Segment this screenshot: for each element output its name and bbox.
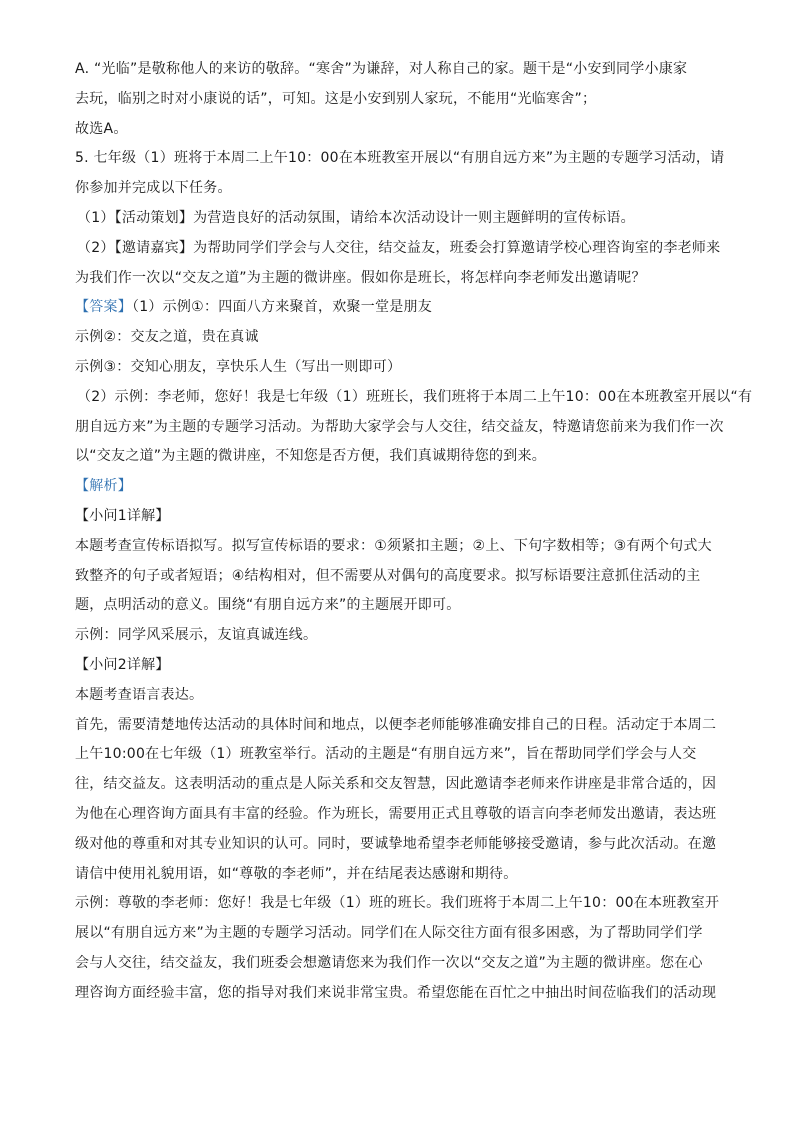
text-line: 以“交友之道”为主题的微讲座，不知您是否方便，我们真诚期待您的到来。 (75, 448, 547, 465)
text-line: 致整齐的句子或者短语；④结构相对，但不需要从对偶句的高度要求。拟写标语要注意抓住活动的主 (75, 567, 701, 584)
text-line: 故选A。 (75, 120, 128, 137)
text-line: 请信中使用礼貌用语，如“尊敬的李老师”，并在结尾表达感谢和期待。 (75, 865, 518, 882)
text-line: 示例：尊敬的李老师：您好！我是七年级（1）班的班长。我们班将于本周二上午10：00在本班教室开 (75, 895, 720, 912)
text-line: 示例③：交知心朋友，享快乐人生（写出一则即可） (75, 358, 402, 375)
text-line: 展以“有朋自远方来”为主题的专题学习活动。同学们在人际交往方面有很多困惑，为了帮助同学们学 (75, 925, 703, 942)
text-line: 级对他的尊重和对其专业知识的认可。同时，要诚挚地希望李老师能够接受邀请，参与此次活动。在邀 (75, 835, 717, 852)
text-line: 理咨询方面经验丰富，您的指导对我们来说非常宝贵。希望您能在百忙之中抽出时间莅临我们的活动现 (75, 984, 717, 1001)
text-line: 示例：同学风采展示，友谊真诚连线。 (75, 627, 318, 644)
analysis-line (75, 476, 725, 496)
answer-text: （1）示例①：四面八方来聚首，欢聚一堂是朋友 (132, 299, 432, 316)
question-stem: 5. 七年级（1）班将于本周二上午10：00在本班教室开展以“有朋自远方来”为主题的专题学习活动，请 (75, 150, 725, 167)
answer-tag: 【答案】 (75, 299, 132, 316)
task-2: （2）【邀请嘉宾】为帮助同学们学会与人交往，结交益友，班委会打算邀请学校心理咨询室的李老师来 (77, 239, 721, 256)
text-line: 上午10:00在七年级（1）班教室举行。活动的主题是“有朋自远方来”，旨在帮助同学们学会与人交 (75, 746, 697, 763)
text-line: 往，结交益友。这表明活动的重点是人际关系和交友智慧，因此邀请李老师来作讲座是非常合适的，因 (75, 776, 717, 793)
sub-question-1-heading: 【小问1详解】 (75, 507, 170, 524)
task-1: （1）【活动策划】为营造良好的活动氛围，请给本次活动设计一则主题鲜明的宣传标语。 (77, 209, 635, 226)
text-line: （2）示例：李老师，您好！我是七年级（1）班班长，我们班将于本周二上午10：00在本班教室开展以“有 (77, 388, 753, 405)
sub-question-2-heading: 【小问2详解】 (75, 656, 170, 673)
text-line: 题，点明活动的意义。围绕“有朋自远方来”的主题展开即可。 (75, 597, 461, 614)
answer-line (75, 297, 725, 317)
text-line: 首先，需要清楚地传达活动的具体时间和地点，以便李老师能够准确安排自己的日程。活动定于本周二 (75, 716, 717, 733)
text-line: 为我们作一次以“交友之道”为主题的微讲座。假如你是班长，将怎样向李老师发出邀请呢？ (75, 269, 646, 286)
text-line: 去玩，临别之时对小康说的话”，可知。这是小安到别人家玩，不能用“光临寒舍”； (75, 90, 597, 107)
text-line: 朋自远方来”为主题的专题学习活动。为帮助大家学会与人交往，结交益友，特邀请您前来为我们作一次 (75, 418, 724, 435)
text-line: 你参加并完成以下任务。 (75, 180, 232, 197)
text-line: A. “光临”是敬称他人的来访的敬辞。“寒舍”为谦辞，对人称自己的家。题干是“小安到同学小康家 (75, 61, 688, 77)
analysis-tag: 【解析】 (75, 478, 132, 495)
text-line: 示例②：交友之道，贵在真诚 (75, 329, 259, 346)
text-line: 会与人交往，结交益友，我们班委会想邀请您来为我们作一次以“交友之道”为主题的微讲座。您在心 (75, 954, 703, 971)
text-line: 为他在心理咨询方面具有丰富的经验。作为班长，需要用正式且尊敬的语言向李老师发出邀请，表达班 (75, 805, 717, 822)
text-line: 本题考查语言表达。 (75, 686, 204, 703)
document-page (75, 59, 753, 1013)
text-line: 本题考查宣传标语拟写。拟写宣传标语的要求：①须紧扣主题；②上、下句字数相等；③有两个句式大 (75, 537, 712, 554)
